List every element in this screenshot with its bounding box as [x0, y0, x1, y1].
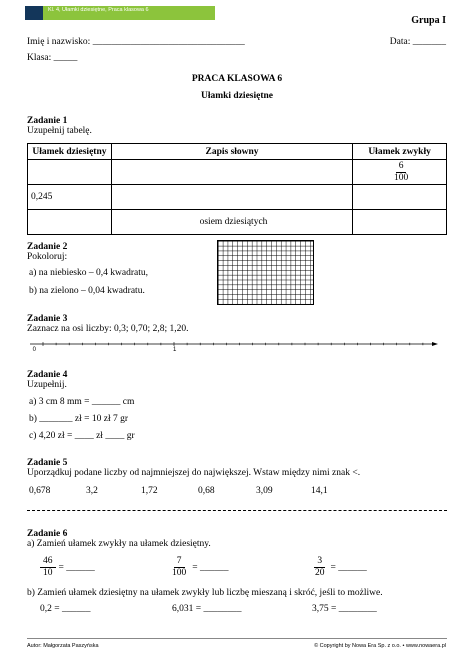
- table-cell[interactable]: [353, 185, 447, 210]
- table-cell[interactable]: [111, 160, 352, 185]
- fraction-answer[interactable]: = ______: [58, 562, 95, 573]
- class-field-label: Klasa: _____: [27, 53, 78, 63]
- fraction-item: [312, 556, 367, 579]
- fraction-numerator: 6: [396, 161, 407, 173]
- header-band-text: Kl. 4, Ułamki dziesiętne, Praca klasowa 6: [48, 7, 149, 13]
- table-row: [28, 210, 447, 235]
- task2-instruction: Pokoloruj:: [27, 252, 68, 262]
- fraction-item: [40, 556, 95, 579]
- table-row: [28, 160, 447, 185]
- task6-instruction-b: b) Zamień ułamek dziesiętny na ułamek zwykły lub liczbę mieszaną i skróć, jeśli to możliwe.: [27, 588, 383, 598]
- fraction-numerator: 7: [174, 556, 185, 568]
- coloring-grid[interactable]: [217, 240, 314, 305]
- header-band-navy: [25, 6, 43, 20]
- table-cell: [353, 160, 447, 185]
- group-label: Grupa I: [411, 15, 446, 26]
- table-cell[interactable]: [353, 210, 447, 235]
- task5-number: 0,678: [29, 486, 51, 496]
- fraction-denominator: 100: [172, 568, 187, 578]
- task5-instruction: Uporządkuj podane liczby od najmniejszej do największej. Wstaw między nimi znak <.: [27, 468, 361, 478]
- task4-item-b: b) _______ zł = 10 zł 7 gr: [29, 414, 129, 424]
- fraction-numerator: 3: [314, 556, 325, 568]
- number-line[interactable]: [30, 342, 438, 346]
- fraction: [391, 161, 411, 184]
- fraction-denominator: 10: [43, 568, 53, 578]
- fraction-answer[interactable]: = ______: [192, 562, 229, 573]
- task5-number: 3,2: [86, 486, 98, 496]
- conversion-item[interactable]: 3,75 = ________: [312, 604, 377, 614]
- task2-item-a: a) na niebiesko – 0,4 kwadratu,: [29, 268, 148, 278]
- task4-instruction: Uzupełnij.: [27, 380, 67, 390]
- task2-heading: Zadanie 2: [27, 242, 68, 252]
- column-header-fraction: Ułamek zwykły: [353, 144, 447, 160]
- table-cell[interactable]: [28, 210, 112, 235]
- page-title: PRACA KLASOWA 6: [191, 74, 283, 84]
- conversion-item[interactable]: 6,031 = ________: [172, 604, 242, 614]
- task4-item-c: c) 4,20 zł = ____ zł ____ gr: [29, 431, 135, 441]
- tick-label-0: 0: [32, 347, 36, 353]
- task5-number: 0,68: [198, 486, 215, 496]
- task5-heading: Zadanie 5: [27, 458, 68, 468]
- column-header-words: Zapis słowny: [111, 144, 352, 160]
- name-field-label: Imię i nazwisko: ________________________________: [27, 37, 245, 47]
- table-row: [28, 185, 447, 210]
- table-cell[interactable]: [28, 160, 112, 185]
- fraction-denominator: 100: [393, 172, 409, 183]
- task3-instruction: Zaznacz na osi liczby: 0,3; 0,70; 2,8; 1,20.: [27, 324, 189, 334]
- footer-divider: [27, 638, 447, 639]
- task6-instruction-a: a) Zamień ułamek zwykły na ułamek dziesiętny.: [27, 539, 211, 549]
- table-cell: 0,245: [28, 185, 112, 210]
- task5-number: 14,1: [311, 486, 328, 496]
- task1-heading: Zadanie 1: [27, 116, 68, 126]
- tick-label-1: 1: [173, 347, 177, 353]
- footer-copyright: © Copyright by Nowa Era Sp. z o.o. • www.nowaera.pl: [314, 643, 446, 649]
- task1-instruction: Uzupełnij tabelę.: [27, 126, 92, 136]
- fraction-denominator: 20: [315, 568, 325, 578]
- task1-table: [27, 143, 447, 235]
- task2-item-b: b) na zielono – 0,04 kwadratu.: [29, 286, 145, 296]
- table-cell[interactable]: [111, 185, 352, 210]
- page-subtitle: Ułamki dziesiętne: [200, 91, 274, 101]
- fraction-item: [169, 556, 228, 579]
- footer-author: Autor: Małgorzata Paszyńska: [27, 643, 99, 649]
- fraction-answer[interactable]: = ______: [330, 562, 367, 573]
- task4-item-a: a) 3 cm 8 mm = ______ cm: [29, 397, 135, 407]
- column-header-decimal: Ułamek dziesiętny: [28, 144, 112, 160]
- task6-heading: Zadanie 6: [27, 529, 68, 539]
- task5-number: 1,72: [141, 486, 158, 496]
- date-field-label: Data: _______: [389, 37, 446, 47]
- fraction-numerator: 46: [40, 556, 56, 568]
- task3-heading: Zadanie 3: [27, 314, 68, 324]
- task4-heading: Zadanie 4: [27, 370, 68, 380]
- conversion-item[interactable]: 0,2 = ______: [40, 604, 91, 614]
- table-cell: osiem dziesiątych: [111, 210, 352, 235]
- task5-number: 3,09: [256, 486, 273, 496]
- answer-line[interactable]: [27, 510, 447, 511]
